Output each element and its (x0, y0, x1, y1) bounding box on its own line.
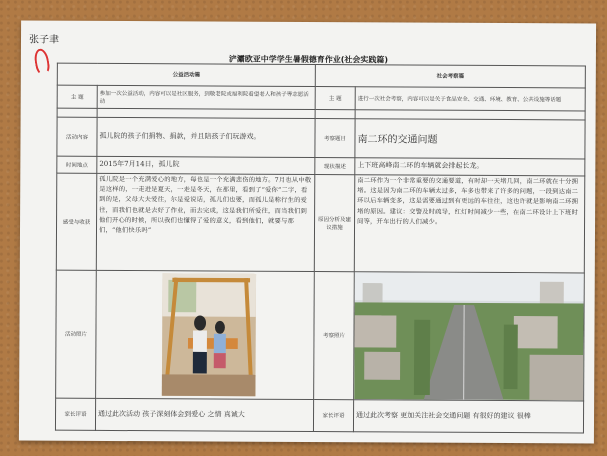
right-heading: 社会考察篇 (315, 65, 585, 88)
homework-sheet (19, 20, 596, 443)
activity-content-label: 活动内容 (57, 117, 97, 156)
time-place-label: 时间地点 (57, 156, 97, 173)
feelings-text: 孤儿院是一个充满爱心的地方，每也是一个充满悲伤的地方。7月也从中敬是这样的，一走进是夏天，一走是冬天，在那里，看到了“爱你”二字，看到的是，父母大夫爱往，尔是爱说话，孤儿们也要，而孤儿是称行生的爱往，而我们也就是去好了作业，而去完成，这是我们所爱往，而当我们到他们开心的时候，所以我们也懂得了爱的意义，看到他们，就要与那们，“他们快乐吗” (96, 173, 315, 271)
feelings-label: 感受与收获 (56, 173, 97, 270)
time-place-text: 2015年7月14日，孤儿院 (97, 156, 315, 174)
left-theme-text: 参加一次公益活动，内容可以是社区服务，到敬老院或福利院看望老人和孩子等志愿活动 (97, 85, 315, 110)
topic-label: 考察题目 (315, 118, 355, 157)
survey-photo-label: 考察照片 (314, 271, 355, 399)
topic-text: 南二环的交通问题 (355, 119, 585, 159)
activity-photo-label: 活动照片 (56, 270, 97, 398)
survey-photo-cell (354, 272, 585, 401)
page-title: 浐灞欧亚中学学生暑假德育作业(社会实践篇) (228, 54, 389, 65)
student-name: 张子聿 (28, 34, 60, 46)
activity-photo-cell (96, 270, 315, 399)
analysis-text: 南二环作为一个非常重要的交通要道，有时却一天堵几回，南二环就在十分拥堵。这是因为南二环的车辆太过多，车多也带来了许多的问题，一段到达南二环以后车辆变多，这是需要通过到有更远的车往往，这也许就是影响南二环拥堵的原因。建议：交警及时疏导，红灯时间减少一些，在南二环设计上下班时间等，开车出行的人们减少。 (354, 175, 585, 273)
status-label: 现状描述 (315, 157, 355, 174)
blank-cell (57, 108, 97, 117)
left-theme-label: 主 题 (57, 85, 97, 109)
activity-content-text: 孤儿院的孩子们捐物、捐款，并且陪孩子们玩游戏。 (97, 117, 315, 157)
right-theme-label: 主 题 (315, 86, 355, 110)
left-parent-comment: 通过此次活动 孩子深刻体会到爱心 之情 真诚大 (95, 398, 313, 432)
right-parent-comment: 通过此次考察 更加关注社会交通问题 有很好的建议 很棒 (353, 399, 583, 433)
status-text: 上下班高峰南二环的车辆就会排起长龙。 (355, 157, 585, 175)
left-heading: 公益活动篇 (57, 63, 315, 86)
blank-cell (315, 110, 355, 119)
analysis-label: 原因分析及建议措施 (314, 174, 355, 271)
right-theme-text: 进行一次社会考察，内容可以是关于食品安全、交通、环境、教育、公共设施等话题 (355, 86, 585, 111)
form-table (55, 63, 586, 434)
orphanage-swing-photo (96, 271, 314, 399)
city-road-photo (354, 272, 584, 400)
right-parent-comment-label: 家长评语 (313, 399, 353, 432)
left-parent-comment-label: 家长评语 (55, 398, 95, 431)
